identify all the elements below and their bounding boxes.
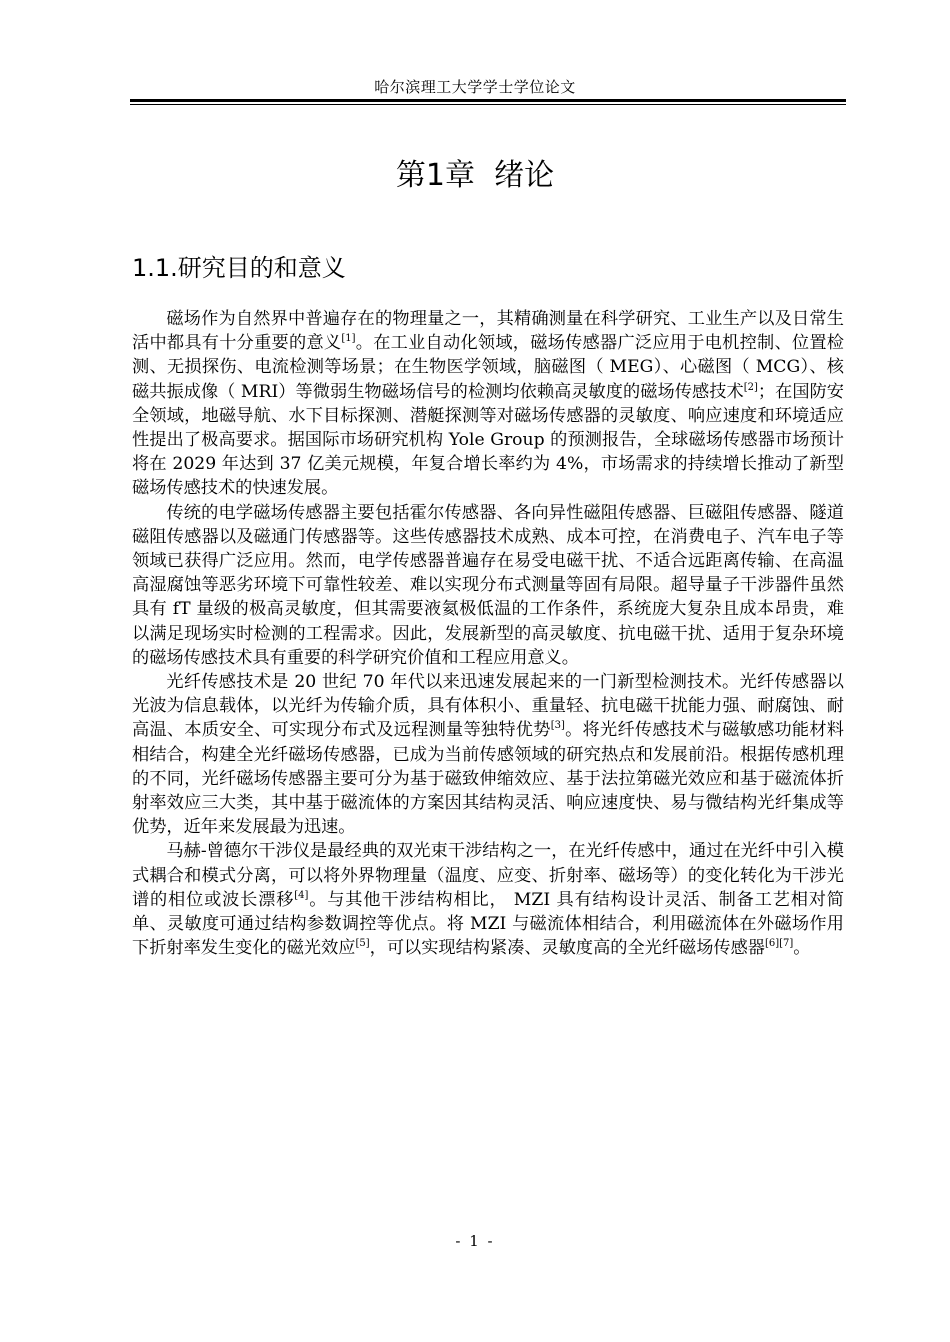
paragraph-4-text-2: 。与其他干涉结构相比， MZI 具有结构设计灵活、制备工艺相对简单、灵敏度可通过结构参数调控等优点。将 MZI 与磁流体相结合，利用磁流体在外磁场作用下折射率发生变化的磁光效应 — [132, 889, 844, 959]
header-rule-thin — [130, 104, 846, 105]
section-title: 1.1.研究目的和意义 — [132, 254, 346, 282]
paragraph-2-text-1: 传统的电学磁场传感器主要包括霍尔传感器、各向异性磁阻传感器、巨磁阻传感器、隧道磁阻传感器以及磁通门传感器等。这些传感器技术成熟、成本可控，在消费电子、汽车电子等领域已获得广泛应用。然而，电学传感器普遍存在易受电磁干扰、不适合远距离传输、在高温高湿腐蚀等恶劣环境下可靠性较差、难以实现分布式测量等固有局限。超导量子干涉器件虽然具有 fT 量级的极高灵敏度，但其需要液氦极低温的工作条件，系统庞大复杂且成本昂贵，难以满足现场实时检测的工程需求。因此，发展新型的高灵敏度、抗电磁干扰、适用于复杂环境的磁场传感技术具有重要的科学研究价值和工程应用意义。 — [132, 502, 844, 668]
paragraph-2 — [132, 501, 844, 670]
header-rule-thick — [130, 99, 846, 102]
paragraph-3-text-1: 光纤传感技术是 20 世纪 70 年代以来迅速发展起来的一门新型检测技术。光纤传感器以光波为信息载体，以光纤为传输介质，具有体积小、重量轻、抗电磁干扰能力强、耐腐蚀、耐高温、本质安全、可实现分布式及远程测量等独特优势 — [132, 672, 844, 741]
citation-5: [5] — [355, 938, 370, 950]
paragraph-1 — [132, 307, 844, 501]
citation-4: [4] — [294, 889, 309, 901]
chapter-title: 第1章 绪论 — [395, 158, 555, 193]
paragraph-4-text-1: 马赫-曾德尔干涉仪是最经典的双光束干涉结构之一，在光纤传感中，通过在光纤中引入模式耦合和模式分离，可以将外界物理量（温度、应变、折射率、磁场等）的变化转化为干涉光谱的相位或波长漂移 — [132, 841, 844, 910]
page-number: - 1 - — [455, 1232, 495, 1250]
body-text — [132, 307, 844, 960]
paragraph-3 — [132, 670, 844, 839]
paragraph-4 — [132, 839, 844, 960]
running-header: 哈尔滨理工大学学士学位论文 — [374, 78, 576, 96]
citation-6-7: [6][7] — [764, 938, 794, 950]
paragraph-3-text-2: 。将光纤传感技术与磁敏感功能材料相结合，构建全光纤磁场传感器，已成为当前传感领域的研究热点和发展前沿。根据传感机理的不同，光纤磁场传感器主要可分为基于磁致伸缩效应、基于法拉第磁光效应和基于磁流体折射率效应三大类，其中基于磁流体的方案因其结构灵活、响应速度快、易与微结构光纤集成等优势，近年来发展最为迅速。 — [132, 720, 844, 838]
paragraph-1-text-1: 磁场作为自然界中普遍存在的物理量之一，其精确测量在科学研究、工业生产以及日常生活中都具有十分重要的意义 — [132, 309, 844, 354]
citation-2: [2] — [743, 381, 758, 393]
citation-1: [1] — [341, 333, 356, 345]
paragraph-4-text-3: ，可以实现结构紧凑、灵敏度高的全光纤磁场传感器 — [369, 938, 765, 959]
paragraph-1-text-2: 。在工业自动化领域，磁场传感器广泛应用于电机控制、位置检测、无损探伤、电流检测等场景；在生物医学领域，脑磁图（ MEG）、心磁图（ MCG）、核磁共振成像（ MRI）等微弱生物磁场信号的检测均依赖高灵敏度的磁场传感技术 — [132, 333, 844, 402]
citation-3: [3] — [550, 720, 565, 732]
paragraph-1-text-3: ；在国防安全领域，地磁导航、水下目标探测、潜艇探测等对磁场传感器的灵敏度、响应速度和环境适应性提出了极高要求。据国际市场研究机构 Yole Group 的预测报告，全球磁场传感器市场预计将在 2029 年达到 37 亿美元规模，年复合增长率约为 4%，市场需求的持续增长推动了新型磁场传感技术的快速发展。 — [132, 381, 844, 499]
paragraph-4-text-4: 。 — [793, 938, 811, 959]
